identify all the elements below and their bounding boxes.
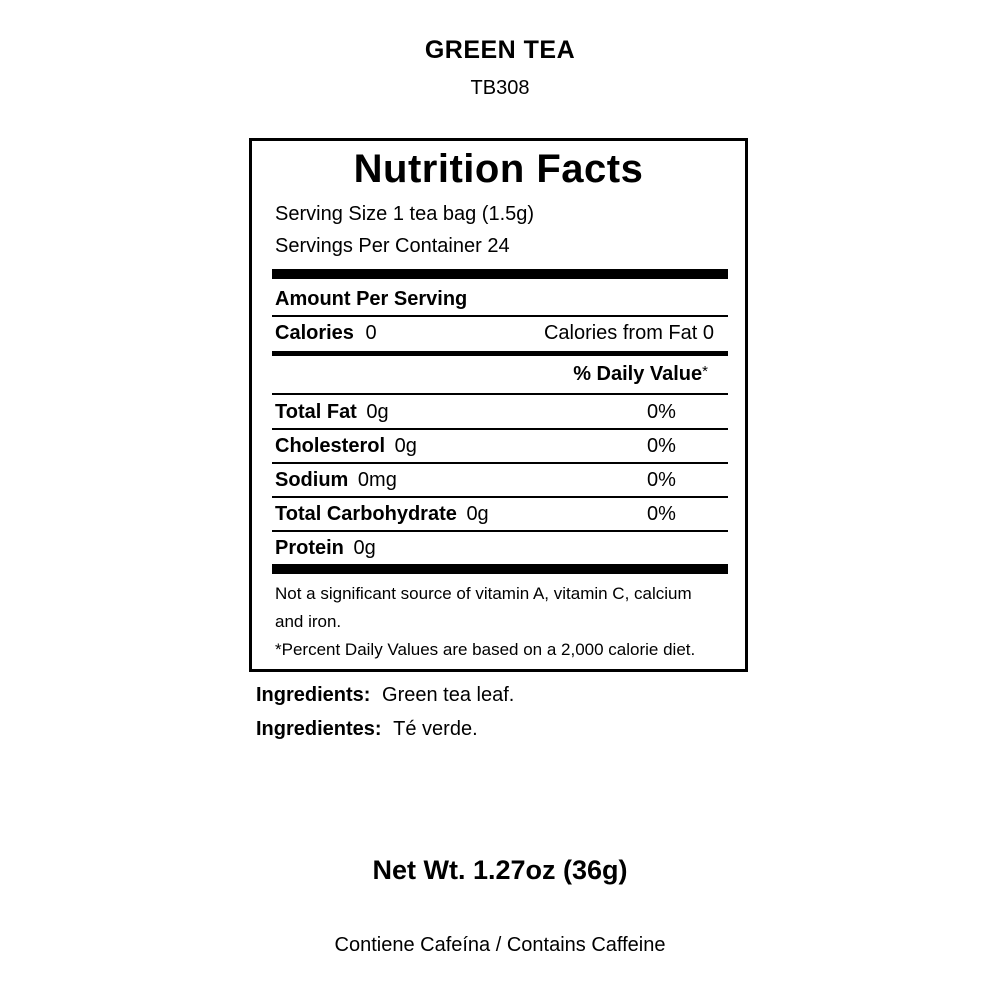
nutrient-name: Total Fat <box>275 401 357 423</box>
divider <box>272 530 728 532</box>
nutrient-name: Total Carbohydrate <box>275 503 457 525</box>
nutrient-row-sodium <box>275 469 397 492</box>
nutrient-daily-value: 0% <box>647 401 676 423</box>
nutrient-row-total-fat <box>275 401 389 424</box>
nutrient-name: Cholesterol <box>275 435 386 457</box>
nutrition-facts-title: Nutrition Facts <box>353 147 644 191</box>
ingredientes-value: Té verde. <box>393 718 478 740</box>
divider <box>272 496 728 498</box>
net-weight: Net Wt. 1.27oz (36g) <box>372 855 628 885</box>
calories-from-fat: Calories from Fat 0 <box>543 322 714 344</box>
nutrient-row-total-carbohydrate <box>275 503 489 526</box>
product-name: GREEN TEA <box>424 36 576 64</box>
footnote-daily-values: *Percent Daily Values are based on a 2,000 calorie diet. <box>275 640 696 659</box>
ingredients-spanish <box>256 718 478 741</box>
nutrient-row-protein <box>275 537 376 560</box>
divider <box>272 428 728 430</box>
nutrient-amount: 0mg <box>357 469 397 491</box>
thick-divider <box>272 564 728 574</box>
divider <box>272 315 728 317</box>
nutrient-name: Protein <box>275 537 344 559</box>
product-code: TB308 <box>470 77 530 99</box>
nutrition-facts-panel <box>249 138 748 672</box>
daily-value-asterisk: * <box>702 363 708 380</box>
servings-per-container: Servings Per Container 24 <box>275 235 510 257</box>
serving-size: Serving Size 1 tea bag (1.5g) <box>275 203 535 225</box>
nutrient-row-cholesterol <box>275 435 417 458</box>
nutrient-amount: 0g <box>394 435 417 457</box>
nutrient-amount: 0g <box>466 503 489 525</box>
daily-value-header <box>573 363 708 386</box>
amount-per-serving: Amount Per Serving <box>275 288 468 310</box>
caffeine-notice: Contiene Cafeína / Contains Caffeine <box>334 934 666 956</box>
nutrient-daily-value: 0% <box>647 469 676 491</box>
medium-divider <box>272 351 728 356</box>
nutrient-amount: 0g <box>353 537 376 559</box>
divider <box>272 462 728 464</box>
divider <box>272 393 728 395</box>
ingredients-english <box>256 684 514 707</box>
ingredients-value: Green tea leaf. <box>382 684 515 706</box>
calories-row <box>275 322 377 345</box>
footnote-vitamins-line1: Not a significant source of vitamin A, vitamin C, calcium <box>275 584 692 603</box>
thick-divider <box>272 269 728 279</box>
ingredientes-label: Ingredientes: <box>256 718 382 740</box>
nutrient-amount: 0g <box>366 401 389 423</box>
nutrient-daily-value: 0% <box>647 503 676 525</box>
footnote-vitamins-line2: and iron. <box>275 612 342 631</box>
calories-label: Calories <box>275 322 354 344</box>
calories-value: 0 <box>365 322 377 344</box>
daily-value-label: % Daily Value <box>573 363 703 385</box>
ingredients-label: Ingredients: <box>256 684 371 706</box>
nutrient-name: Sodium <box>275 469 349 491</box>
nutrient-daily-value: 0% <box>647 435 676 457</box>
